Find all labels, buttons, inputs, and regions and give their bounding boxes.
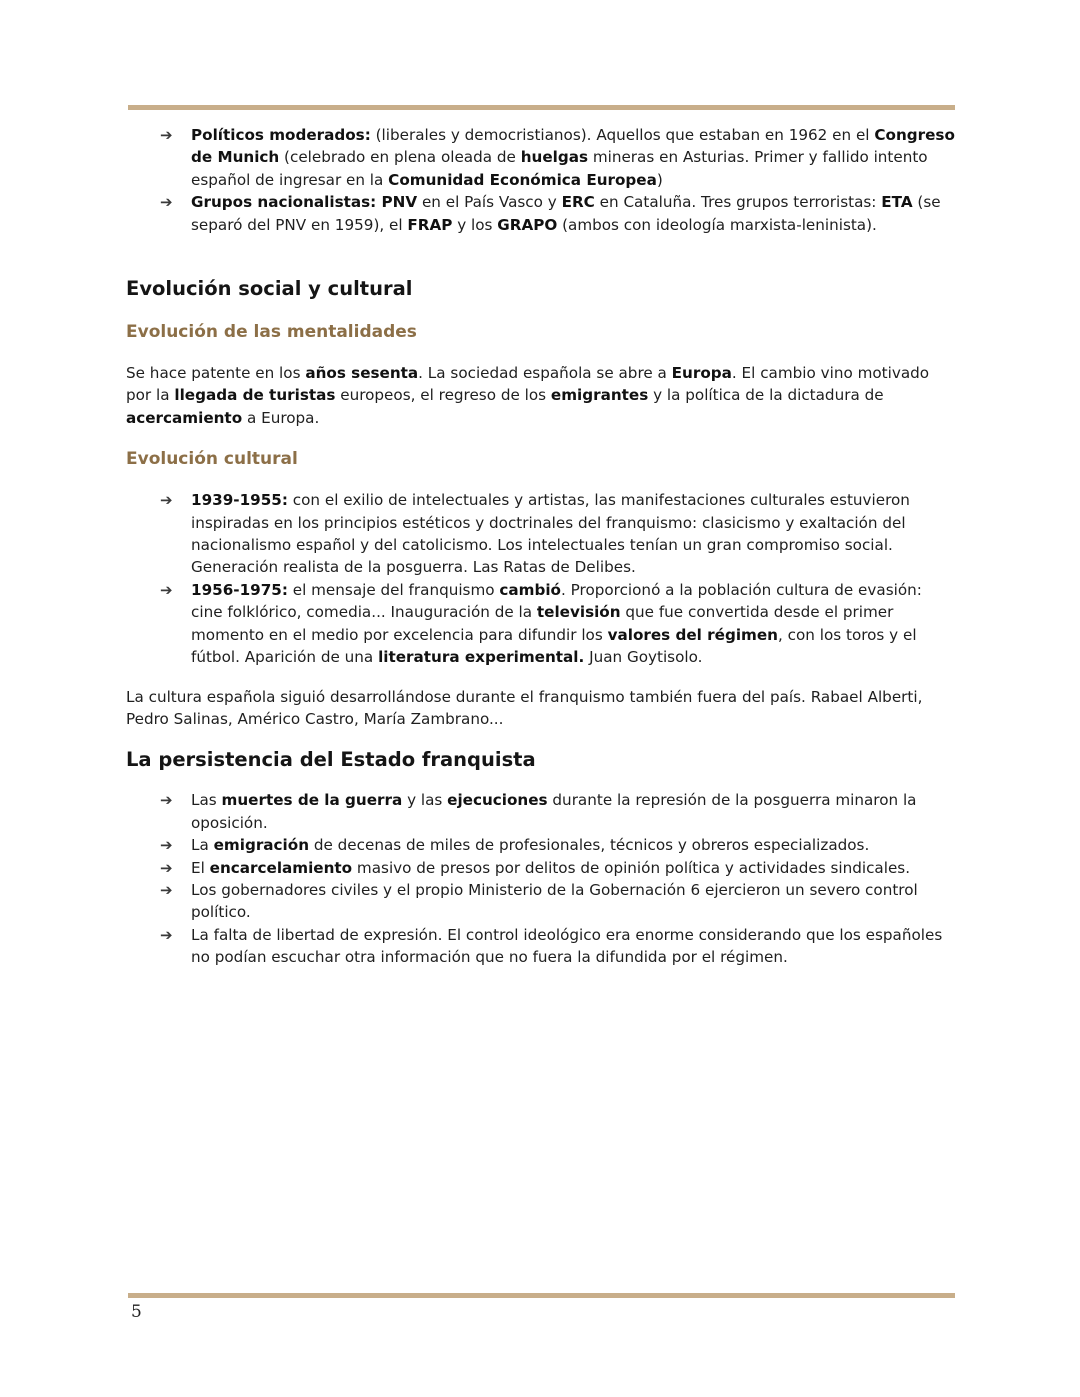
bold-text: Europa: [671, 364, 732, 383]
text-run: el mensaje del franquismo: [287, 580, 500, 599]
bold-text: acercamiento: [126, 408, 243, 427]
bold-text: emigración: [213, 836, 310, 855]
text-run: en Cataluña. Tres grupos terroristas:: [594, 193, 882, 212]
cultural-closing-paragraph: La cultura española siguió desarrollándose durante el franquismo también fuera del país. Rabael Alberti, Pedro Salinas, Américo Castro, María Zambrano...: [126, 687, 923, 728]
list-item: [126, 857, 956, 879]
page-number: 5: [131, 1302, 142, 1322]
bold-text: ejecuciones: [447, 791, 548, 810]
arrow-right-icon: ➔: [160, 491, 173, 510]
arrow-right-icon: ➔: [160, 858, 173, 877]
subsection-title-cultural: Evolución cultural: [126, 449, 298, 470]
bold-text: llegada de turistas: [174, 386, 336, 405]
bold-text: 1939-1955:: [191, 491, 288, 510]
bold-text: valores del régimen: [607, 625, 778, 644]
text-run: y los: [452, 215, 498, 234]
bold-text: literatura experimental.: [378, 648, 585, 667]
text-run: que fue convertida desde el primer momento en el medio por excelencia para difundir los: [191, 603, 894, 644]
text-run: y las: [402, 791, 448, 810]
text-run: en el País Vasco y: [417, 193, 562, 212]
text-run: masivo de presos por delitos de opinión política y actividades sindicales.: [352, 858, 911, 877]
text-run: . La sociedad española se abre a: [418, 364, 672, 383]
bold-text: Políticos moderados:: [191, 126, 371, 144]
opposition-list: [126, 124, 956, 236]
bold-text: cambió: [499, 580, 561, 599]
text-run: ): [656, 170, 663, 189]
section-title-social-cultural: Evolución social y cultural: [126, 277, 413, 301]
text-run: Juan Goytisolo.: [584, 648, 703, 667]
text-run: . El cambio vino motivado por la: [126, 364, 930, 405]
bottom-divider: [128, 1293, 955, 1298]
text-run: El: [191, 858, 210, 877]
text-run: La falta de libertad de expresión. El control ideológico era enorme considerando que los españoles no podían escuchar otra información que no fuera la difundida por el régimen.: [191, 925, 943, 967]
arrow-right-icon: ➔: [160, 580, 173, 599]
bold-text: televisión: [536, 603, 621, 622]
list-item: [126, 834, 956, 856]
arrow-right-icon: ➔: [160, 193, 173, 212]
text-run: La: [191, 836, 214, 855]
bold-text: ETA: [881, 193, 913, 212]
list-item: [126, 579, 956, 669]
bold-text: Comunidad Económica Europea: [388, 170, 657, 189]
text-run: con el exilio de intelectuales y artistas, las manifestaciones culturales estuvieron inspiradas en los principios estéticos y doctrinales del franquismo: clasicismo y exaltación del nacionalismo español y del catolicismo. Los intelectuales tenían un gran compromiso social. Generación realista de la posguerra. Las Ratas de Delibes.: [191, 491, 910, 577]
list-item: [126, 789, 956, 834]
bold-text: Grupos nacionalistas: PNV: [191, 193, 418, 212]
bold-text: encarcelamiento: [209, 858, 353, 877]
arrow-right-icon: ➔: [160, 126, 173, 144]
text-run: , con los toros y el fútbol. Aparición de una: [191, 625, 917, 667]
arrow-right-icon: ➔: [160, 880, 173, 899]
bold-text: Congreso de Munich: [191, 126, 955, 167]
arrow-right-icon: ➔: [160, 791, 173, 810]
list-item: [126, 191, 956, 236]
list-item: [126, 924, 956, 969]
text-run: (se separó del PNV en 1959), el: [191, 193, 941, 234]
bold-text: muertes de la guerra: [221, 791, 403, 810]
bold-text: FRAP: [407, 215, 453, 234]
section-title-persistencia: La persistencia del Estado franquista: [126, 748, 536, 772]
text-run: (ambos con ideología marxista-leninista).: [557, 215, 877, 234]
page-content: [126, 124, 956, 969]
bold-text: ERC: [561, 193, 595, 212]
text-run: Los gobernadores civiles y el propio Ministerio de la Gobernación 6 ejercieron un severo control político.: [191, 880, 918, 922]
bold-text: años sesenta: [305, 364, 419, 383]
persistencia-list: [126, 789, 956, 968]
text-run: (celebrado en plena oleada de: [279, 148, 521, 167]
text-run: a Europa.: [242, 408, 320, 427]
text-run: Las: [191, 791, 222, 810]
list-item: [126, 489, 956, 579]
text-run: (liberales y democristianos). Aquellos que estaban en 1962 en el: [370, 126, 875, 144]
list-item: [126, 124, 956, 191]
subsection-title-mentalidades: Evolución de las mentalidades: [126, 322, 417, 343]
bold-text: emigrantes: [550, 386, 649, 405]
text-run: y la política de la dictadura de: [648, 386, 884, 405]
list-item: [126, 879, 956, 924]
text-run: de decenas de miles de profesionales, técnicos y obreros especializados.: [309, 836, 870, 855]
text-run: . Proporcionó a la población cultura de evasión: cine folklórico, comedia... Inauguración de la: [191, 580, 922, 622]
text-run: mineras en Asturias. Primer y fallido intento español de ingresar en la: [191, 148, 928, 189]
bold-text: GRAPO: [497, 215, 558, 234]
mentalidades-paragraph: [126, 362, 956, 429]
text-run: durante la represión de la posguerra minaron la oposición.: [191, 791, 917, 832]
text-run: europeos, el regreso de los: [335, 386, 551, 405]
arrow-right-icon: ➔: [160, 836, 173, 855]
bold-text: 1956-1975:: [191, 580, 288, 599]
cultural-list: [126, 489, 956, 668]
top-divider: [128, 105, 955, 110]
arrow-right-icon: ➔: [160, 925, 173, 944]
bold-text: huelgas: [520, 148, 588, 167]
text-run: Se hace patente en los: [126, 364, 306, 383]
